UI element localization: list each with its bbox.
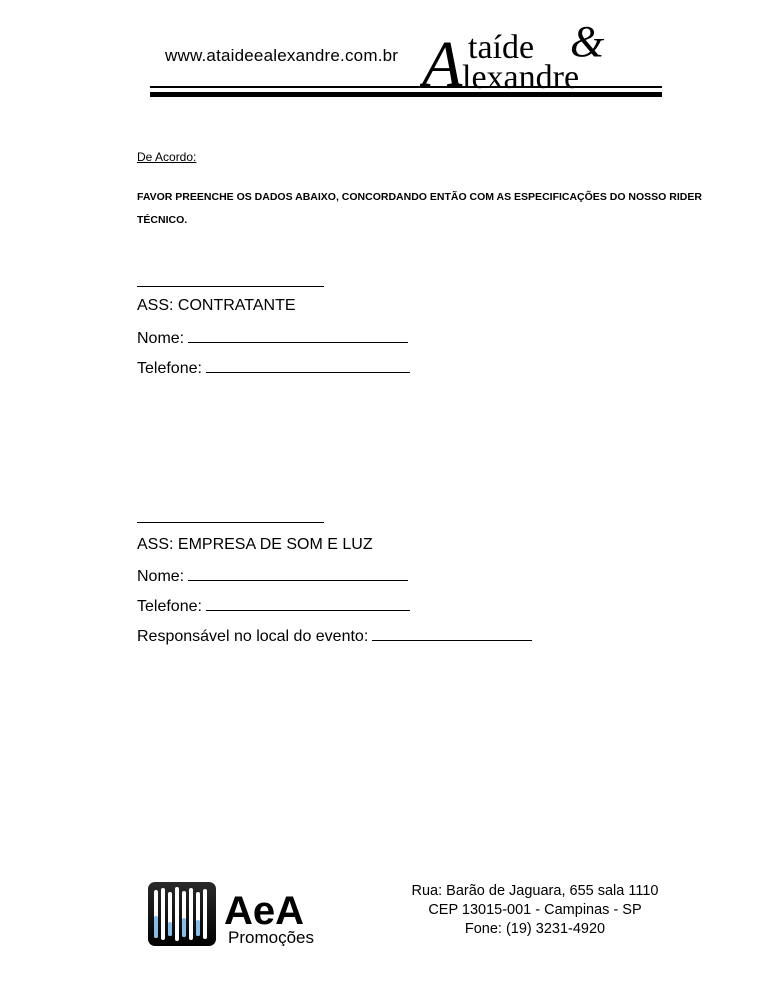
- nome-label: Nome:: [137, 330, 185, 347]
- brand-line1: taíde: [468, 29, 535, 66]
- instruction-text: FAVOR PREENCHE OS DADOS ABAIXO, CONCORDANDO ENTÃO COM AS ESPECIFICAÇÕES DO NOSSO RIDER TÉCNICO.: [137, 191, 702, 226]
- empresa-responsavel-input[interactable]: [372, 626, 532, 641]
- address-phone: Fone: (19) 3231-4920: [464, 921, 606, 937]
- contratante-signature-label: ASS: CONTRATANTE: [137, 297, 296, 314]
- nome-label: Nome:: [137, 568, 185, 585]
- ataide-alexandre-logo: [420, 18, 665, 98]
- contratante-nome-field: [137, 328, 408, 348]
- empresa-telefone-input[interactable]: [206, 596, 410, 611]
- brand-ampersand: &: [570, 18, 605, 66]
- brand-line2: lexandre: [462, 59, 580, 96]
- address-cep: CEP 13015-001 - Campinas - SP: [428, 902, 642, 918]
- empresa-nome-input[interactable]: [188, 566, 408, 581]
- contratante-signature-line[interactable]: [137, 286, 324, 287]
- website-url: www.ataideealexandre.com.br: [165, 46, 399, 65]
- aea-logo-text: AeA: [224, 889, 305, 933]
- contratante-telefone-field: [137, 358, 410, 378]
- empresa-responsavel-field: [137, 626, 532, 646]
- brand-initial: A: [422, 28, 463, 98]
- contratante-nome-input[interactable]: [188, 328, 408, 343]
- empresa-signature-label: ASS: EMPRESA DE SOM E LUZ: [137, 536, 373, 553]
- telefone-label: Telefone:: [137, 360, 202, 377]
- empresa-signature-line[interactable]: [137, 522, 324, 523]
- de-acordo-label: De Acordo:: [137, 150, 197, 164]
- promocoes-logo-text: Promoções: [228, 928, 314, 946]
- address-street: Rua: Barão de Jaguara, 655 sala 1110: [411, 883, 659, 899]
- telefone-label: Telefone:: [137, 598, 202, 615]
- company-address: [400, 882, 670, 939]
- responsavel-label: Responsável no local do evento:: [137, 628, 369, 645]
- empresa-nome-field: [137, 566, 408, 586]
- aea-promocoes-logo: [148, 882, 348, 946]
- empresa-telefone-field: [137, 596, 410, 616]
- contratante-telefone-input[interactable]: [206, 358, 410, 373]
